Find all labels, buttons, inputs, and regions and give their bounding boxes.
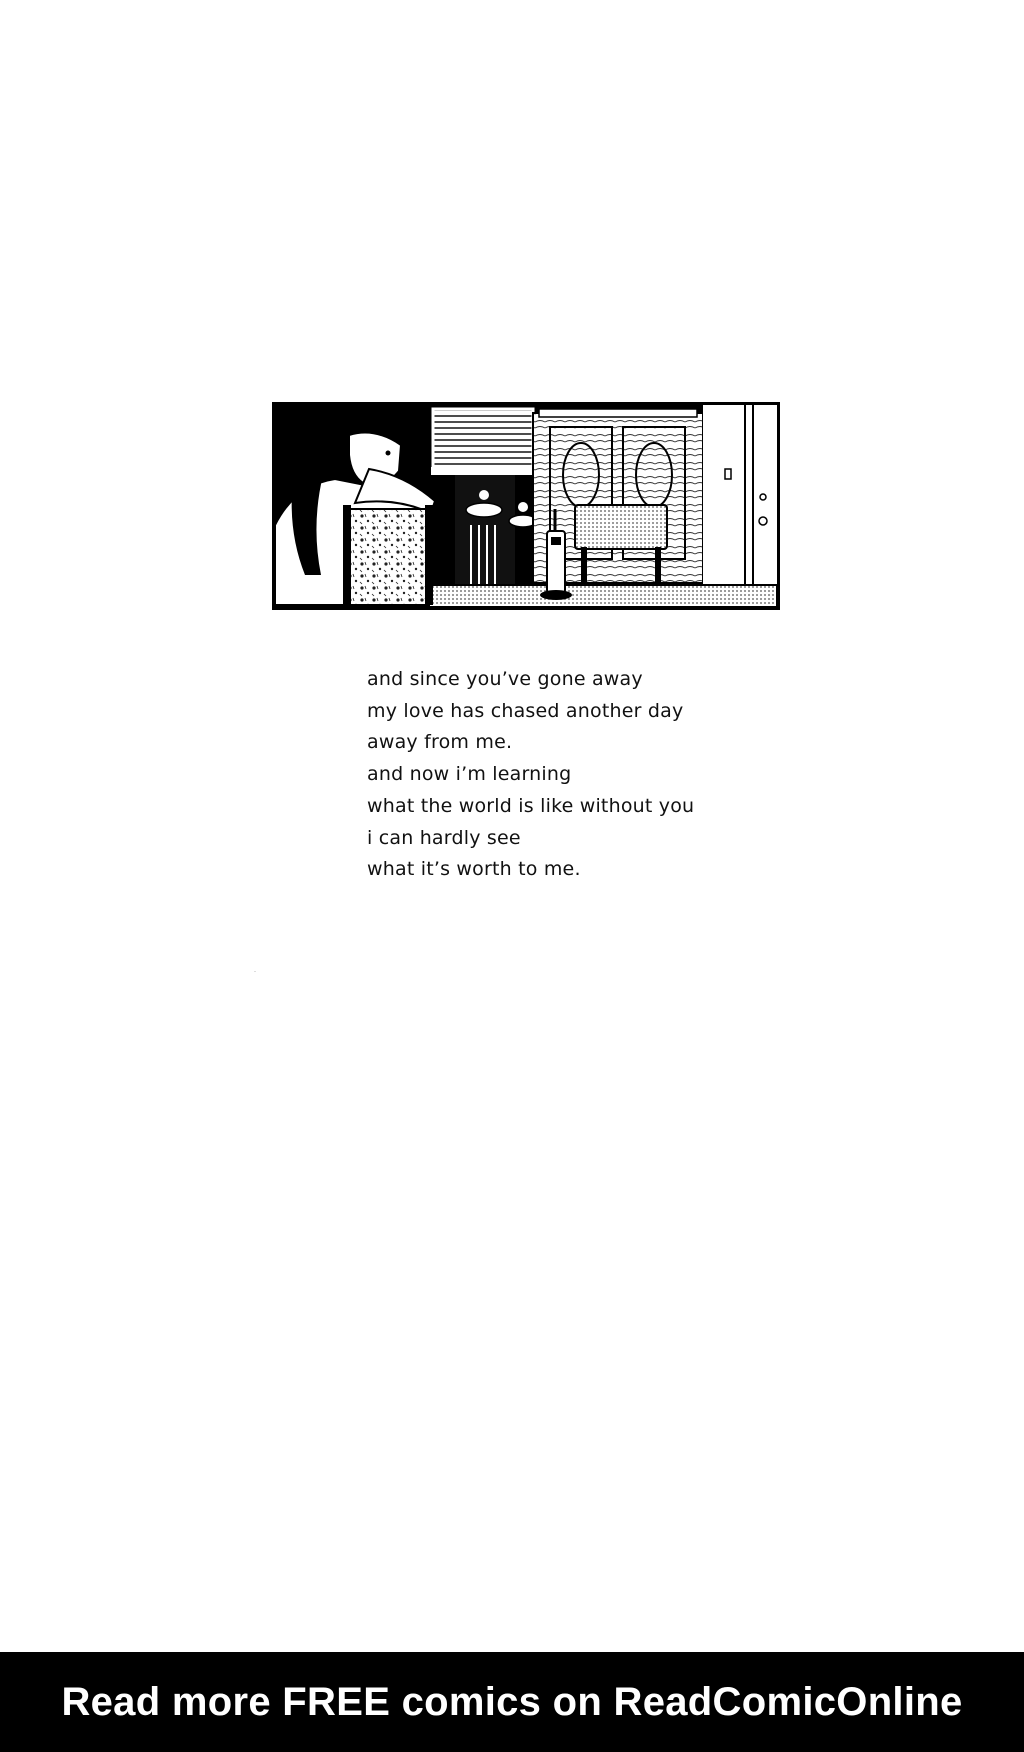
lyrics-line: my love has chased another day xyxy=(367,699,684,722)
lyrics-line: away from me. xyxy=(367,731,513,754)
panel-artwork xyxy=(275,405,777,607)
window-blinds xyxy=(431,409,535,475)
lyrics-line: what the world is like without you xyxy=(367,794,695,817)
scan-speck xyxy=(254,971,256,972)
lyrics-line: what it’s worth to me. xyxy=(367,858,581,881)
promo-banner-text: Read more FREE comics on ReadComicOnline xyxy=(61,1679,963,1724)
lyrics-line: and since you’ve gone away xyxy=(367,668,643,690)
lyrics-line: and now i’m learning xyxy=(367,763,572,786)
lyrics-text-block xyxy=(367,664,787,886)
comic-panel-illustration xyxy=(272,402,780,610)
lyrics-line: i can hardly see xyxy=(367,826,521,849)
door-frame xyxy=(703,405,777,607)
promo-banner[interactable] xyxy=(0,1652,1024,1752)
